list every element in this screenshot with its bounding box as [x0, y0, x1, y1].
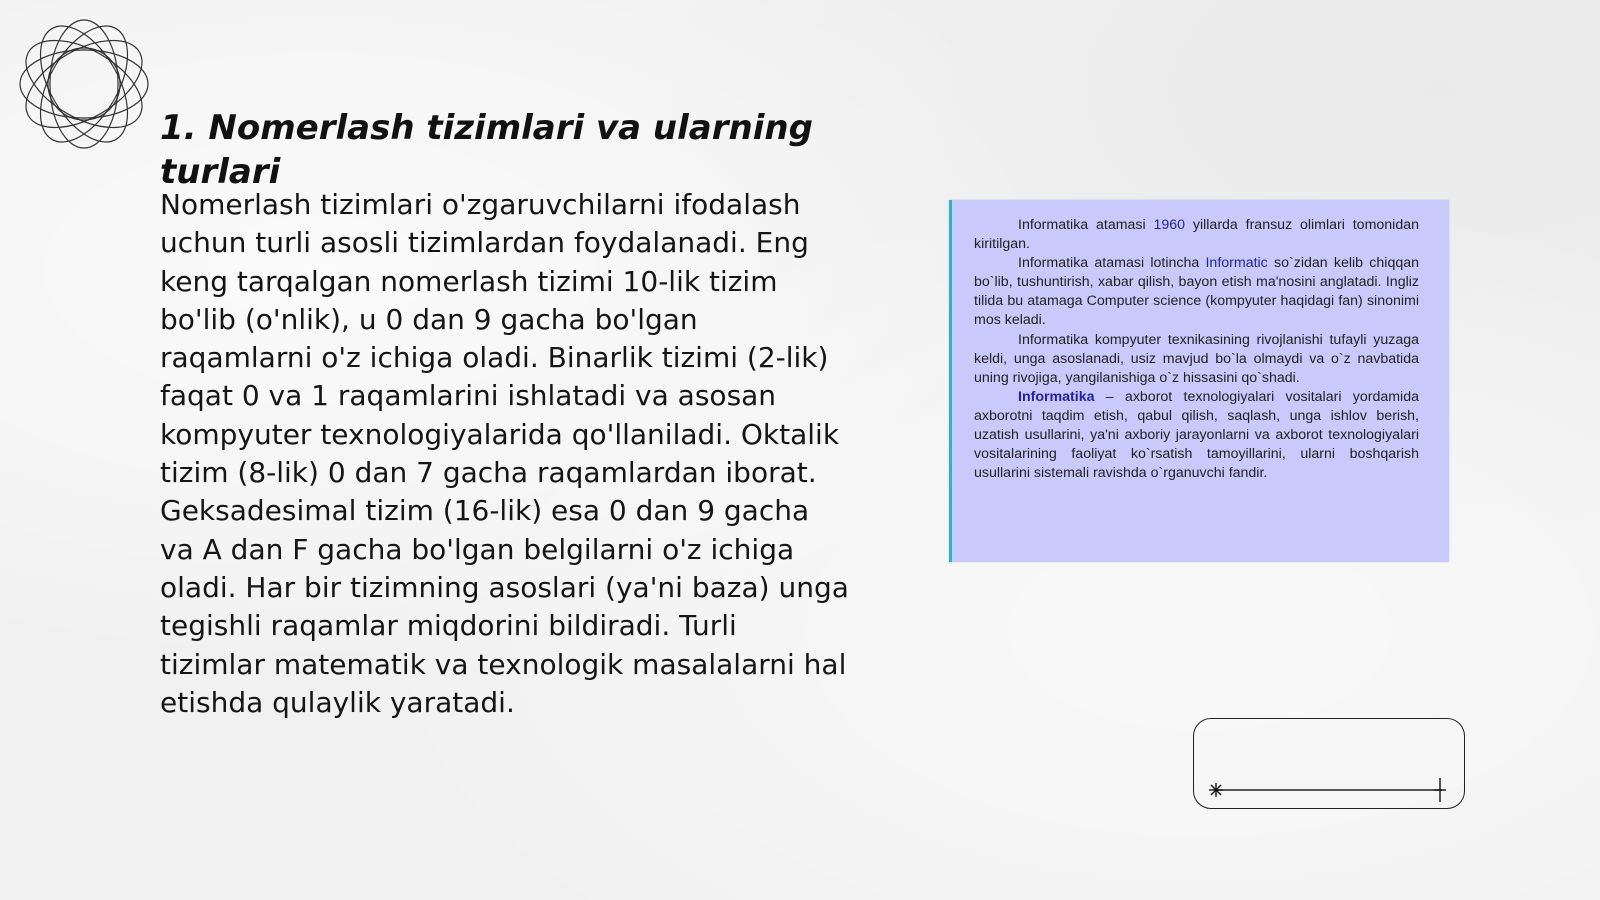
- info-paragraph-2: [974, 254, 1419, 330]
- widget-graphic: [1194, 719, 1466, 810]
- info-p2-word: Informatic: [1205, 255, 1268, 272]
- slide-title: 1. Nomerlash tizimlari va ularning turlari: [160, 108, 813, 192]
- info-p2-text: Informatika atamasi lotincha: [1018, 255, 1206, 272]
- info-p1-year: 1960: [1153, 217, 1186, 233]
- info-paragraph-3: Informatika kompyuter texnikasining rivojlanishi tufayli yuzaga keldi, unga asoslanadi, usiz mavjud bo`la olmaydi va o`z navbatida uning rivojiga, yangilanishiga o`z hissasini qo`shadi.: [974, 331, 1419, 386]
- info-p4-term: Informatika: [1018, 388, 1095, 405]
- info-paragraph-4: [974, 388, 1419, 483]
- slide-body-text: Nomerlash tizimlari o'zgaruvchilarni ifodalash uchun turli asosli tizimlardan foydalanadi. Eng keng tarqalgan nomerlash tizimi 10-lik tizim bo'lib (o'nlik), u 0 dan 9 gacha bo'lgan raqamlarni o'z ichiga oladi. Binarlik tizimi (2-lik) faqat 0 va 1 raqamlarini ishlatadi va asosan kompyuter texnologiyalarida qo'llaniladi. Oktalik tizim (8-lik) 0 dan 7 gacha raqamlardan iborat. Geksadesimal tizim (16-lik) esa 0 dan 9 gacha va A dan F gacha bo'lgan belgilarni o'z ichiga oladi. Har bir tizimning asoslari (ya'ni baza) unga tegishli raqamlar miqdorini bildiradi. Turli tizimlar matematik va texnologik masalalarni hal etishda qulaylik yaratadi.: [160, 188, 849, 719]
- decorative-line-widget: [1193, 718, 1465, 809]
- info-p2-text-end: so`zidan kelib chiqqan bo`lib, tushuntirish, xabar qilish, bayon etish ma'nosini anglatadi. Ingliz tilida bu atamaga Computer science (kompyuter haqidagi fan) sinonimi mos keladi.: [974, 255, 1419, 329]
- informatika-info-box: [949, 200, 1449, 562]
- info-p1-text: Informatika atamasi: [1018, 217, 1154, 233]
- info-p4-text: – axborot texnologiyalari vositalari yordamida axborotni taqdim etish, qabul qilish, saqlash, unga ishlov berish, uzatish usullarini, ya'ni axboriy jarayonlarni va axborot texnologiyalari vositalarining faoliyat ko`rsatish tamoyillarini, ularni boshqarish usullarini sistemali ravishda o`rganuvchi fandir.: [974, 388, 1419, 482]
- sparkle-icon: [1209, 783, 1223, 797]
- info-p1-text-end: yillarda fransuz olimlari tomonidan kiritilgan.: [974, 217, 1419, 253]
- info-paragraph-1: [974, 216, 1419, 254]
- spirograph-rings-icon: [10, 10, 158, 158]
- cross-marker-icon: [1434, 778, 1446, 802]
